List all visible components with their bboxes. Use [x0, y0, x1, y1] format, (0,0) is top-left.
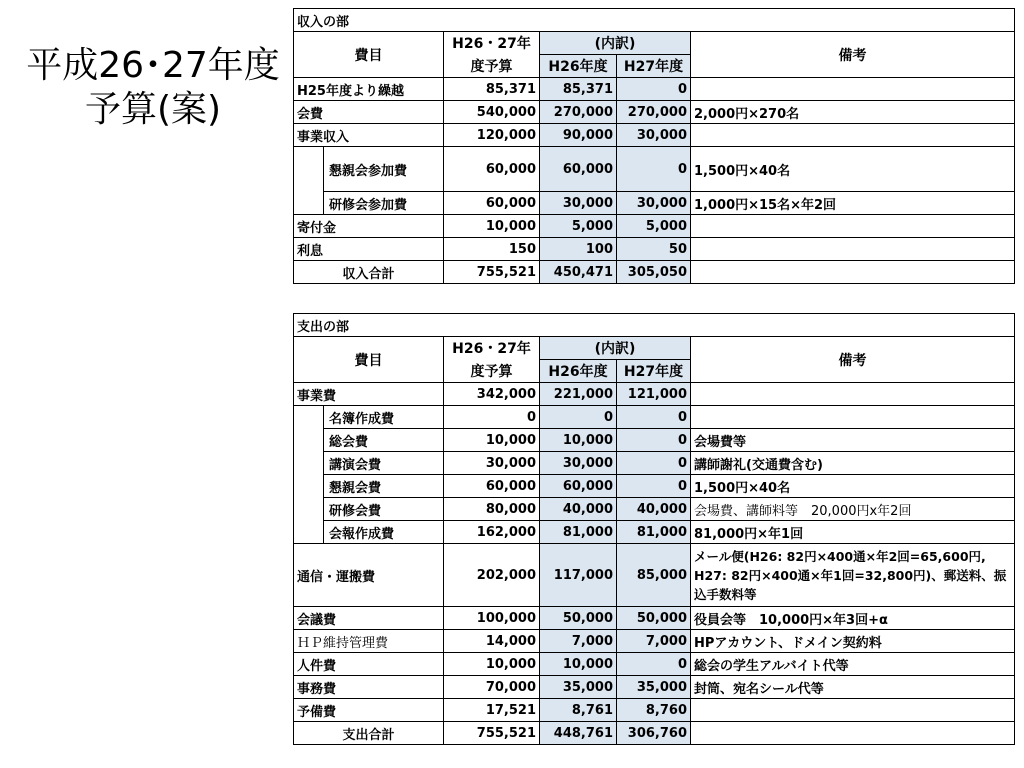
income-section-title: 収入の部: [294, 9, 1015, 32]
table-row: [294, 452, 1015, 475]
row-h26: 50,000: [540, 607, 617, 630]
row-h27: 40,000: [617, 498, 691, 521]
row-item: 寄付金: [294, 215, 444, 238]
expense-header-h26: H26年度: [540, 360, 617, 383]
row-h26: 100: [540, 238, 617, 261]
row-note: [691, 124, 1015, 147]
row-item: ＨＰ維持管理費: [294, 630, 444, 653]
row-note: [691, 261, 1015, 284]
row-item: 懇親会費: [324, 475, 444, 498]
slide-title-line2: 予算(案): [84, 89, 222, 130]
row-h27: 0: [617, 653, 691, 676]
row-note: [691, 238, 1015, 261]
row-item: 会報作成費: [324, 521, 444, 544]
row-budget: 17,521: [444, 699, 540, 722]
row-note: [691, 78, 1015, 101]
row-indent: [294, 192, 324, 215]
row-h26: 7,000: [540, 630, 617, 653]
row-budget: 150: [444, 238, 540, 261]
row-item: 支出合計: [294, 722, 444, 745]
table-row: [294, 147, 1015, 192]
table-row: [294, 653, 1015, 676]
row-note: [691, 406, 1015, 429]
row-h26: 30,000: [540, 452, 617, 475]
table-row: [294, 192, 1015, 215]
row-h27: 0: [617, 78, 691, 101]
row-h26: 10,000: [540, 429, 617, 452]
row-h26: 117,000: [540, 544, 617, 607]
row-h27: 7,000: [617, 630, 691, 653]
row-h26: 60,000: [540, 147, 617, 192]
table-row: [294, 607, 1015, 630]
expense-header-note: 備考: [691, 337, 1015, 383]
row-item: 利息: [294, 238, 444, 261]
table-row: [294, 630, 1015, 653]
row-budget: 80,000: [444, 498, 540, 521]
row-h26: 10,000: [540, 653, 617, 676]
row-note: メール便(H26: 82円×400通×年2回=65,600円, H27: 82円×400通×年1回=32,800円)、郵送料、振込手数料等: [691, 544, 1015, 607]
income-header-item: 費目: [294, 32, 444, 78]
row-indent: [294, 147, 324, 192]
table-row: [294, 101, 1015, 124]
row-budget: 14,000: [444, 630, 540, 653]
row-note: 総会の学生アルバイト代等: [691, 653, 1015, 676]
row-h26: 448,761: [540, 722, 617, 745]
row-h27: 85,000: [617, 544, 691, 607]
row-h26: 221,000: [540, 383, 617, 406]
row-note: [691, 722, 1015, 745]
row-indent: [294, 452, 324, 475]
row-note: 1,000円×15名×年2回: [691, 192, 1015, 215]
row-note: 1,500円×40名: [691, 475, 1015, 498]
row-h27: 35,000: [617, 676, 691, 699]
expense-section-row: [294, 314, 1015, 337]
table-row: [294, 124, 1015, 147]
row-h27: 0: [617, 147, 691, 192]
row-item: 通信・運搬費: [294, 544, 444, 607]
row-h26: 450,471: [540, 261, 617, 284]
row-budget: 10,000: [444, 215, 540, 238]
row-budget: 120,000: [444, 124, 540, 147]
row-h27: 0: [617, 475, 691, 498]
slide-title: [18, 44, 288, 132]
row-h26: 8,761: [540, 699, 617, 722]
row-item: 予備費: [294, 699, 444, 722]
row-budget: 10,000: [444, 429, 540, 452]
row-h26: 270,000: [540, 101, 617, 124]
row-h27: 8,760: [617, 699, 691, 722]
table-row: [294, 475, 1015, 498]
row-h27: 50: [617, 238, 691, 261]
row-h27: 0: [617, 429, 691, 452]
row-note: [691, 699, 1015, 722]
row-item: 会費: [294, 101, 444, 124]
expense-section-title: 支出の部: [294, 314, 1015, 337]
row-h26: 90,000: [540, 124, 617, 147]
row-h26: 40,000: [540, 498, 617, 521]
row-item: 名簿作成費: [324, 406, 444, 429]
row-budget: 85,371: [444, 78, 540, 101]
row-budget: 162,000: [444, 521, 540, 544]
row-budget: 60,000: [444, 192, 540, 215]
row-note: 81,000円×年1回: [691, 521, 1015, 544]
row-budget: 100,000: [444, 607, 540, 630]
row-h27: 306,760: [617, 722, 691, 745]
row-indent: [294, 521, 324, 544]
table-row: [294, 238, 1015, 261]
income-table: [293, 8, 1015, 284]
table-row: [294, 521, 1015, 544]
row-note: 1,500円×40名: [691, 147, 1015, 192]
expense-header-item: 費目: [294, 337, 444, 383]
row-budget: 60,000: [444, 475, 540, 498]
table-row-total: [294, 261, 1015, 284]
row-budget: 202,000: [444, 544, 540, 607]
row-note: 講師謝礼(交通費含む): [691, 452, 1015, 475]
row-h27: 121,000: [617, 383, 691, 406]
row-note: 会場費等: [691, 429, 1015, 452]
row-item: 講演会費: [324, 452, 444, 475]
row-item: 研修会参加費: [324, 192, 444, 215]
row-h27: 305,050: [617, 261, 691, 284]
row-indent: [294, 429, 324, 452]
row-item: 事業収入: [294, 124, 444, 147]
table-row: [294, 676, 1015, 699]
row-h27: 30,000: [617, 192, 691, 215]
row-indent: [294, 475, 324, 498]
row-h26: 81,000: [540, 521, 617, 544]
row-item: H25年度より繰越: [294, 78, 444, 101]
expense-header-budget-1: H26・27年: [444, 337, 540, 360]
row-note: [691, 215, 1015, 238]
row-indent: [294, 406, 324, 429]
table-row: [294, 699, 1015, 722]
table-row: [294, 429, 1015, 452]
row-item: 会議費: [294, 607, 444, 630]
row-item: 人件費: [294, 653, 444, 676]
row-budget: 10,000: [444, 653, 540, 676]
row-h27: 81,000: [617, 521, 691, 544]
row-indent: [294, 498, 324, 521]
row-h26: 85,371: [540, 78, 617, 101]
table-row: [294, 215, 1015, 238]
row-h27: 50,000: [617, 607, 691, 630]
table-row: [294, 78, 1015, 101]
row-note: HPアカウント、ドメイン契約料: [691, 630, 1015, 653]
row-h26: 30,000: [540, 192, 617, 215]
row-budget: 755,521: [444, 261, 540, 284]
row-note: 2,000円×270名: [691, 101, 1015, 124]
table-row: [294, 498, 1015, 521]
income-header-row-1: [294, 32, 1015, 55]
row-h27: 270,000: [617, 101, 691, 124]
row-note: 会場費、講師料等 20,000円x年2回: [691, 498, 1015, 521]
slide-title-line1: 平成26･27年度: [26, 45, 280, 86]
table-row: [294, 544, 1015, 607]
row-budget: 540,000: [444, 101, 540, 124]
table-row: [294, 383, 1015, 406]
row-h27: 0: [617, 452, 691, 475]
income-header-note: 備考: [691, 32, 1015, 78]
row-budget: 0: [444, 406, 540, 429]
row-h26: 35,000: [540, 676, 617, 699]
row-item: 事務費: [294, 676, 444, 699]
row-budget: 60,000: [444, 147, 540, 192]
income-header-h27: H27年度: [617, 55, 691, 78]
income-header-breakdown: (内訳): [540, 32, 691, 55]
row-budget: 342,000: [444, 383, 540, 406]
row-budget: 70,000: [444, 676, 540, 699]
expense-header-h27: H27年度: [617, 360, 691, 383]
row-budget: 755,521: [444, 722, 540, 745]
row-h26: 0: [540, 406, 617, 429]
table-row: [294, 406, 1015, 429]
row-item: 事業費: [294, 383, 444, 406]
row-note: 役員会等 10,000円×年3回+α: [691, 607, 1015, 630]
income-header-budget-2: 度予算: [444, 55, 540, 78]
row-item: 総会費: [324, 429, 444, 452]
row-item: 研修会費: [324, 498, 444, 521]
expense-header-row-1: [294, 337, 1015, 360]
row-h26: 5,000: [540, 215, 617, 238]
table-row-total: [294, 722, 1015, 745]
row-note: [691, 383, 1015, 406]
row-item: 懇親会参加費: [324, 147, 444, 192]
income-header-budget-1: H26・27年: [444, 32, 540, 55]
row-item: 収入合計: [294, 261, 444, 284]
row-h26: 60,000: [540, 475, 617, 498]
row-note: 封筒、宛名シール代等: [691, 676, 1015, 699]
row-h27: 0: [617, 406, 691, 429]
income-section-row: [294, 9, 1015, 32]
row-h27: 5,000: [617, 215, 691, 238]
expense-header-breakdown: (内訳): [540, 337, 691, 360]
row-h27: 30,000: [617, 124, 691, 147]
income-header-h26: H26年度: [540, 55, 617, 78]
expense-header-budget-2: 度予算: [444, 360, 540, 383]
row-budget: 30,000: [444, 452, 540, 475]
expense-table: [293, 313, 1015, 745]
